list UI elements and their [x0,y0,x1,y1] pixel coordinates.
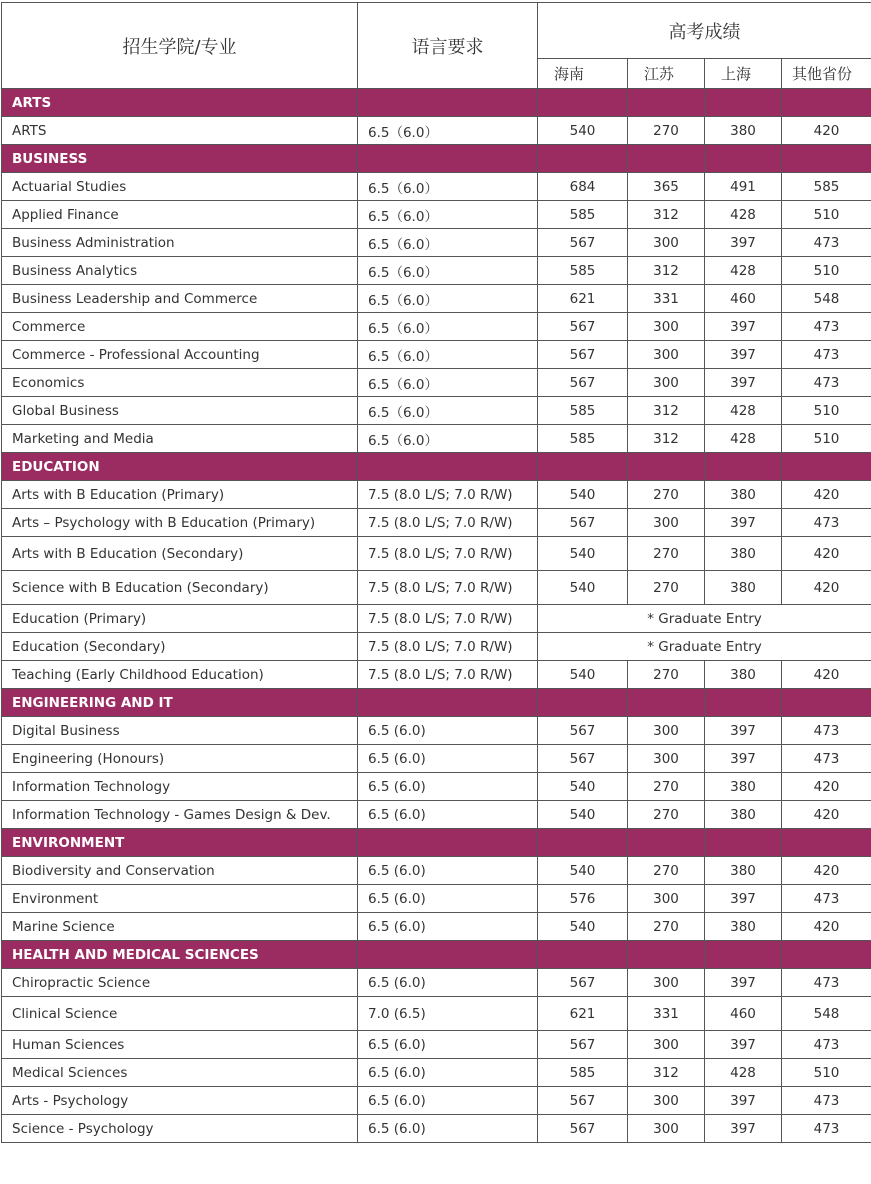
section-fill-cell [538,689,628,717]
score-shanghai: 380 [705,661,782,689]
score-hainan: 540 [538,481,628,509]
section-header-row [2,453,871,481]
score-shanghai: 380 [705,481,782,509]
language-cell: 7.5 (8.0 L/S; 7.0 R/W) [358,537,538,571]
header-province-other: 其他省份 [782,59,871,89]
language-cell: 6.5 (6.0) [358,1031,538,1059]
program-cell: Business Administration [2,229,358,257]
language-cell: 6.5（6.0） [358,369,538,397]
score-shanghai: 428 [705,425,782,453]
program-cell: Human Sciences [2,1031,358,1059]
score-other: 510 [782,201,871,229]
table-row [2,1059,871,1087]
section-fill-cell [705,689,782,717]
score-jiangsu: 270 [628,117,705,145]
section-fill-cell [782,829,871,857]
language-cell: 6.5 (6.0) [358,745,538,773]
score-shanghai: 380 [705,571,782,605]
score-hainan: 540 [538,117,628,145]
section-header-row [2,829,871,857]
table-row [2,1087,871,1115]
table-row [2,257,871,285]
section-fill-cell [628,453,705,481]
score-hainan: 540 [538,537,628,571]
score-jiangsu: 270 [628,773,705,801]
section-title: BUSINESS [2,145,358,173]
score-jiangsu: 300 [628,1031,705,1059]
language-cell: 6.5（6.0） [358,397,538,425]
score-jiangsu: 300 [628,1115,705,1143]
table-row [2,369,871,397]
score-shanghai: 397 [705,509,782,537]
score-shanghai: 380 [705,773,782,801]
program-cell: ARTS [2,117,358,145]
section-header-row [2,89,871,117]
section-header-row [2,689,871,717]
section-fill-cell [538,145,628,173]
score-hainan: 567 [538,1087,628,1115]
score-shanghai: 397 [705,745,782,773]
language-cell: 6.5 (6.0) [358,969,538,997]
table-row [2,285,871,313]
table-row [2,661,871,689]
table-row [2,969,871,997]
score-other: 420 [782,773,871,801]
table-row [2,509,871,537]
score-other: 473 [782,717,871,745]
score-jiangsu: 270 [628,857,705,885]
section-fill-cell [538,829,628,857]
score-other: 473 [782,1115,871,1143]
section-fill-cell [538,453,628,481]
graduate-entry-note: * Graduate Entry [538,633,871,661]
score-other: 420 [782,481,871,509]
program-cell: Biodiversity and Conservation [2,857,358,885]
section-fill-cell [782,145,871,173]
section-title: HEALTH AND MEDICAL SCIENCES [2,941,358,969]
language-cell: 6.5 (6.0) [358,1115,538,1143]
language-cell: 6.5（6.0） [358,341,538,369]
section-fill-cell [628,145,705,173]
table-row [2,745,871,773]
score-hainan: 567 [538,1115,628,1143]
score-jiangsu: 270 [628,481,705,509]
score-hainan: 567 [538,509,628,537]
language-cell: 6.5 (6.0) [358,885,538,913]
section-fill-cell [358,453,538,481]
score-hainan: 540 [538,857,628,885]
score-jiangsu: 270 [628,661,705,689]
table-row [2,117,871,145]
score-hainan: 567 [538,341,628,369]
language-cell: 6.5（6.0） [358,285,538,313]
score-jiangsu: 270 [628,537,705,571]
program-cell: Teaching (Early Childhood Education) [2,661,358,689]
section-title: ARTS [2,89,358,117]
score-other: 548 [782,997,871,1031]
score-jiangsu: 300 [628,969,705,997]
score-other: 473 [782,229,871,257]
program-cell: Education (Primary) [2,605,358,633]
section-fill-cell [705,453,782,481]
score-other: 473 [782,369,871,397]
program-cell: Information Technology [2,773,358,801]
program-cell: Commerce [2,313,358,341]
language-cell: 6.5（6.0） [358,201,538,229]
score-other: 420 [782,537,871,571]
score-shanghai: 491 [705,173,782,201]
score-shanghai: 397 [705,969,782,997]
score-other: 473 [782,313,871,341]
language-cell: 6.5（6.0） [358,257,538,285]
header-language: 语言要求 [358,3,538,89]
program-cell: Applied Finance [2,201,358,229]
section-fill-cell [782,689,871,717]
score-other: 473 [782,885,871,913]
score-shanghai: 397 [705,369,782,397]
header-province-jiangsu: 江苏 [628,59,705,89]
score-jiangsu: 300 [628,313,705,341]
score-shanghai: 397 [705,717,782,745]
section-fill-cell [782,453,871,481]
language-cell: 6.5（6.0） [358,173,538,201]
score-shanghai: 397 [705,229,782,257]
program-cell: Business Leadership and Commerce [2,285,358,313]
score-jiangsu: 312 [628,425,705,453]
table-row [2,229,871,257]
table-row [2,605,871,633]
score-shanghai: 380 [705,857,782,885]
section-fill-cell [358,145,538,173]
score-shanghai: 380 [705,117,782,145]
program-cell: Information Technology - Games Design & Dev. [2,801,358,829]
section-fill-cell [628,689,705,717]
language-cell: 6.5 (6.0) [358,1087,538,1115]
graduate-entry-note: * Graduate Entry [538,605,871,633]
admission-table [1,2,871,1143]
table-row [2,397,871,425]
section-fill-cell [628,89,705,117]
score-jiangsu: 300 [628,717,705,745]
score-shanghai: 380 [705,913,782,941]
score-hainan: 540 [538,661,628,689]
program-cell: Actuarial Studies [2,173,358,201]
score-shanghai: 380 [705,801,782,829]
score-other: 420 [782,117,871,145]
section-fill-cell [705,829,782,857]
program-cell: Clinical Science [2,997,358,1031]
score-other: 473 [782,341,871,369]
language-cell: 6.5（6.0） [358,425,538,453]
section-fill-cell [705,941,782,969]
section-fill-cell [358,941,538,969]
language-cell: 7.5 (8.0 L/S; 7.0 R/W) [358,605,538,633]
table-row [2,885,871,913]
program-cell: Marine Science [2,913,358,941]
section-title: ENGINEERING AND IT [2,689,358,717]
score-hainan: 585 [538,397,628,425]
section-title: ENVIRONMENT [2,829,358,857]
table-row [2,537,871,571]
program-cell: Environment [2,885,358,913]
table-row [2,201,871,229]
score-hainan: 585 [538,425,628,453]
score-jiangsu: 270 [628,571,705,605]
language-cell: 7.5 (8.0 L/S; 7.0 R/W) [358,633,538,661]
table-row [2,801,871,829]
score-other: 420 [782,571,871,605]
score-other: 548 [782,285,871,313]
language-cell: 6.5（6.0） [358,229,538,257]
score-shanghai: 428 [705,201,782,229]
language-cell: 6.5（6.0） [358,313,538,341]
score-jiangsu: 300 [628,509,705,537]
score-hainan: 621 [538,285,628,313]
score-hainan: 585 [538,257,628,285]
score-other: 510 [782,397,871,425]
program-cell: Marketing and Media [2,425,358,453]
score-other: 420 [782,913,871,941]
language-cell: 6.5 (6.0) [358,773,538,801]
score-shanghai: 397 [705,1031,782,1059]
score-jiangsu: 300 [628,369,705,397]
section-fill-cell [705,89,782,117]
section-fill-cell [358,689,538,717]
section-header-row [2,145,871,173]
table-row [2,717,871,745]
score-other: 420 [782,801,871,829]
program-cell: Arts with B Education (Secondary) [2,537,358,571]
language-cell: 7.0 (6.5) [358,997,538,1031]
score-shanghai: 380 [705,537,782,571]
score-other: 473 [782,1031,871,1059]
program-cell: Digital Business [2,717,358,745]
program-cell: Chiropractic Science [2,969,358,997]
table-row [2,425,871,453]
program-cell: Economics [2,369,358,397]
score-jiangsu: 300 [628,341,705,369]
section-fill-cell [358,829,538,857]
header-gaokao: 高考成绩 [538,3,871,59]
program-cell: Engineering (Honours) [2,745,358,773]
section-fill-cell [705,145,782,173]
table-row [2,173,871,201]
score-shanghai: 397 [705,1115,782,1143]
table-body [2,89,871,1143]
score-jiangsu: 331 [628,285,705,313]
score-jiangsu: 270 [628,913,705,941]
section-fill-cell [782,89,871,117]
language-cell: 6.5 (6.0) [358,913,538,941]
score-hainan: 585 [538,201,628,229]
language-cell: 7.5 (8.0 L/S; 7.0 R/W) [358,481,538,509]
score-hainan: 576 [538,885,628,913]
score-jiangsu: 312 [628,257,705,285]
score-shanghai: 428 [705,257,782,285]
section-fill-cell [628,829,705,857]
score-other: 510 [782,1059,871,1087]
header-program: 招生学院/专业 [2,3,358,89]
score-hainan: 684 [538,173,628,201]
table-row [2,571,871,605]
score-shanghai: 428 [705,1059,782,1087]
score-hainan: 540 [538,571,628,605]
program-cell: Arts with B Education (Primary) [2,481,358,509]
table-row [2,1031,871,1059]
score-hainan: 567 [538,1031,628,1059]
score-other: 420 [782,661,871,689]
table-row [2,773,871,801]
language-cell: 6.5 (6.0) [358,857,538,885]
score-jiangsu: 312 [628,201,705,229]
language-cell: 6.5 (6.0) [358,801,538,829]
program-cell: Education (Secondary) [2,633,358,661]
table-row [2,341,871,369]
section-fill-cell [358,89,538,117]
language-cell: 6.5 (6.0) [358,717,538,745]
score-hainan: 585 [538,1059,628,1087]
score-hainan: 567 [538,969,628,997]
table-row [2,633,871,661]
score-other: 585 [782,173,871,201]
header-province-hainan: 海南 [538,59,628,89]
language-cell: 6.5（6.0） [358,117,538,145]
program-cell: Science - Psychology [2,1115,358,1143]
score-jiangsu: 300 [628,745,705,773]
score-shanghai: 397 [705,341,782,369]
program-cell: Commerce - Professional Accounting [2,341,358,369]
score-shanghai: 460 [705,997,782,1031]
score-other: 420 [782,857,871,885]
score-shanghai: 397 [705,1087,782,1115]
score-jiangsu: 300 [628,885,705,913]
language-cell: 7.5 (8.0 L/S; 7.0 R/W) [358,509,538,537]
table-row [2,997,871,1031]
score-shanghai: 397 [705,885,782,913]
section-fill-cell [538,941,628,969]
score-jiangsu: 300 [628,1087,705,1115]
score-hainan: 540 [538,913,628,941]
score-other: 473 [782,509,871,537]
section-fill-cell [538,89,628,117]
program-cell: Science with B Education (Secondary) [2,571,358,605]
table-row [2,313,871,341]
score-jiangsu: 312 [628,397,705,425]
table-row [2,857,871,885]
score-hainan: 540 [538,773,628,801]
score-shanghai: 397 [705,313,782,341]
score-other: 473 [782,745,871,773]
score-shanghai: 460 [705,285,782,313]
score-hainan: 567 [538,229,628,257]
score-hainan: 567 [538,717,628,745]
score-hainan: 540 [538,801,628,829]
language-cell: 7.5 (8.0 L/S; 7.0 R/W) [358,661,538,689]
program-cell: Global Business [2,397,358,425]
score-other: 510 [782,425,871,453]
score-jiangsu: 312 [628,1059,705,1087]
language-cell: 6.5 (6.0) [358,1059,538,1087]
table-row [2,913,871,941]
section-fill-cell [782,941,871,969]
program-cell: Arts - Psychology [2,1087,358,1115]
table-row [2,481,871,509]
language-cell: 7.5 (8.0 L/S; 7.0 R/W) [358,571,538,605]
score-hainan: 567 [538,745,628,773]
score-hainan: 621 [538,997,628,1031]
score-jiangsu: 365 [628,173,705,201]
score-hainan: 567 [538,369,628,397]
program-cell: Business Analytics [2,257,358,285]
score-jiangsu: 331 [628,997,705,1031]
score-shanghai: 428 [705,397,782,425]
section-fill-cell [628,941,705,969]
section-header-row [2,941,871,969]
score-other: 473 [782,969,871,997]
program-cell: Arts – Psychology with B Education (Primary) [2,509,358,537]
score-hainan: 567 [538,313,628,341]
score-jiangsu: 300 [628,229,705,257]
header-province-shanghai: 上海 [705,59,782,89]
table-row [2,1115,871,1143]
score-other: 510 [782,257,871,285]
program-cell: Medical Sciences [2,1059,358,1087]
section-title: EDUCATION [2,453,358,481]
score-jiangsu: 270 [628,801,705,829]
score-other: 473 [782,1087,871,1115]
